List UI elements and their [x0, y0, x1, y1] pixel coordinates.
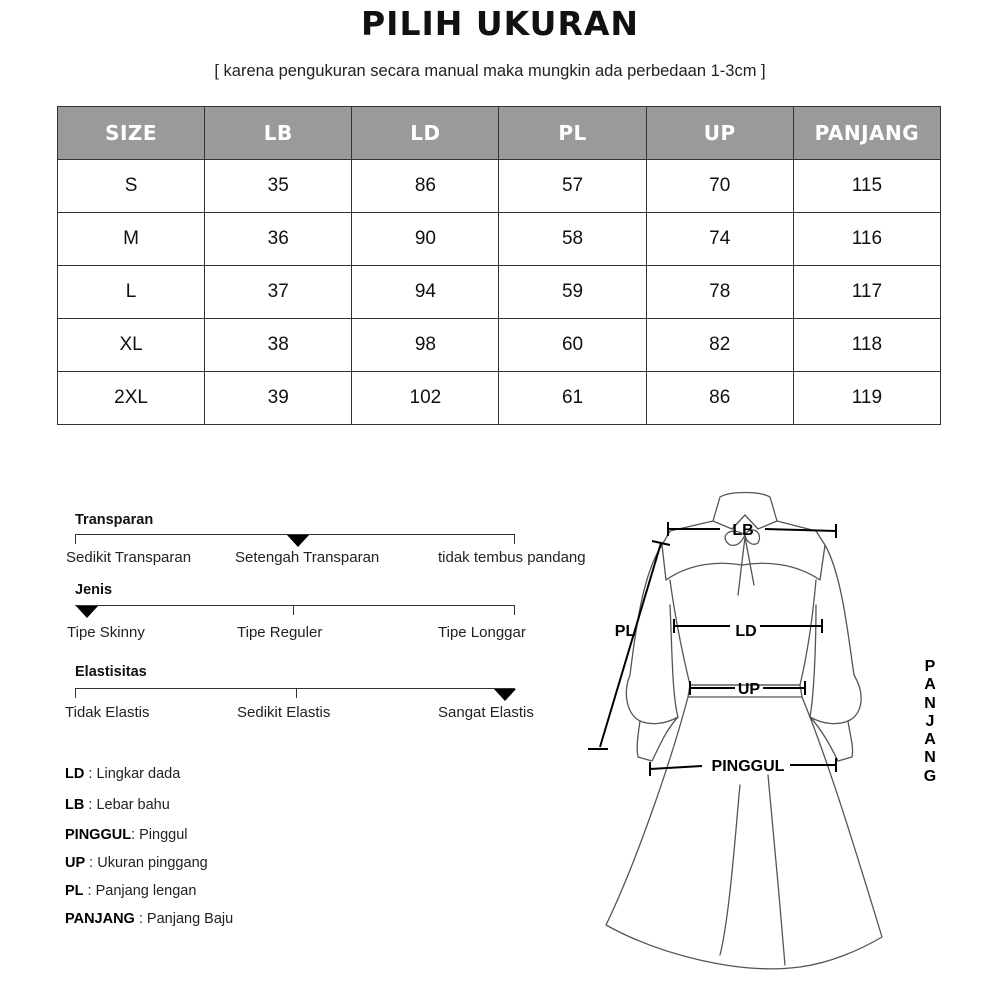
column-header-panjang: PANJANG [793, 107, 940, 160]
label-ld: LD [735, 623, 757, 640]
legend-abbr: LD [65, 766, 85, 782]
table-cell: 70 [646, 160, 793, 213]
scale-option: Sedikit Elastis [237, 704, 331, 721]
table-cell: 98 [352, 319, 499, 372]
table-cell: 118 [793, 319, 940, 372]
scale-line-elastisitas [75, 688, 515, 689]
legend-item-panjang [65, 911, 233, 927]
legend-item-lb [65, 797, 170, 813]
dress-measurement-diagram [580, 485, 890, 985]
scale-option: Tipe Longgar [438, 624, 526, 641]
scale-line-jenis [75, 605, 515, 606]
table-cell: 74 [646, 213, 793, 266]
label-panjang-letter: N [924, 694, 936, 712]
scale-title-jenis: Jenis [75, 582, 113, 598]
scale-title-elastisitas: Elastisitas [75, 664, 147, 680]
table-cell: 35 [205, 160, 352, 213]
label-lb: LB [732, 522, 754, 539]
table-cell: S [58, 160, 205, 213]
table-cell: 117 [793, 266, 940, 319]
scale-marker-jenis [76, 606, 98, 618]
table-header-row [58, 107, 941, 160]
scale-option-selected: Setengah Transparan [235, 549, 380, 566]
scale-tick [293, 605, 294, 615]
scale-option-selected: Tipe Skinny [67, 624, 145, 641]
column-header-size: SIZE [58, 107, 205, 160]
scale-tick [296, 688, 297, 698]
table-cell: 115 [793, 160, 940, 213]
legend-item-up [65, 855, 208, 871]
page-title: PILIH UKURAN [360, 4, 640, 43]
scale-option: Tidak Elastis [65, 704, 150, 721]
legend-desc: Panjang Baju [146, 911, 234, 927]
legend-item-pl [65, 883, 196, 899]
legend-sep: : [83, 883, 96, 899]
table-cell: L [58, 266, 205, 319]
table-cell: 38 [205, 319, 352, 372]
table-cell: 82 [646, 319, 793, 372]
scale-tick [75, 688, 76, 698]
label-pl: PL [614, 623, 636, 640]
size-table [57, 106, 941, 425]
legend-abbr: UP [65, 855, 86, 871]
scale-option: Tipe Reguler [237, 624, 323, 641]
scale-marker-transparan [287, 535, 309, 547]
label-pinggul: PINGGUL [711, 758, 785, 775]
column-header-pl: PL [499, 107, 646, 160]
table-cell: 58 [499, 213, 646, 266]
legend-abbr: PANJANG [65, 911, 135, 927]
legend-sep: : [134, 911, 147, 927]
scale-title-transparan: Transparan [75, 512, 154, 528]
table-cell: 39 [205, 372, 352, 425]
table-cell: 78 [646, 266, 793, 319]
legend-item-ld [65, 766, 180, 782]
legend-sep: : [85, 855, 98, 871]
scale-tick [514, 534, 515, 544]
scale-option-selected: Sangat Elastis [438, 704, 534, 721]
label-up: UP [737, 681, 761, 698]
table-cell: 60 [499, 319, 646, 372]
table-cell: XL [58, 319, 205, 372]
label-panjang-letter: A [924, 676, 936, 694]
table-row [58, 160, 941, 213]
legend-sep: : [84, 766, 97, 782]
scale-option: Sedikit Transparan [66, 549, 192, 566]
table-cell: 37 [205, 266, 352, 319]
legend-desc: Ukuran pinggang [97, 855, 208, 871]
table-row [58, 213, 941, 266]
scale-option: tidak tembus pandang [438, 549, 586, 566]
label-panjang-letter: J [925, 712, 935, 730]
legend-abbr: PINGGUL [65, 827, 132, 843]
legend-desc: Pinggul [139, 827, 188, 843]
legend-sep: : [84, 797, 97, 813]
table-cell: 86 [646, 372, 793, 425]
table-cell: 86 [352, 160, 499, 213]
legend-abbr: LB [65, 797, 85, 813]
label-panjang-letter: P [924, 658, 936, 675]
table-cell: 119 [793, 372, 940, 425]
table-row [58, 266, 941, 319]
column-header-lb: LB [205, 107, 352, 160]
legend-item-pinggul [65, 827, 188, 843]
legend-desc: Panjang lengan [95, 883, 197, 899]
measurement-lines [588, 505, 890, 947]
table-cell: 59 [499, 266, 646, 319]
table-cell: 116 [793, 213, 940, 266]
label-panjang-vertical [922, 658, 938, 786]
table-cell: 2XL [58, 372, 205, 425]
label-panjang-letter: G [923, 767, 937, 785]
scale-marker-elastisitas [494, 689, 516, 701]
label-panjang-letter: N [924, 749, 936, 767]
column-header-up: UP [646, 107, 793, 160]
legend-desc: Lingkar dada [96, 766, 181, 782]
table-cell: 90 [352, 213, 499, 266]
legend-abbr: PL [65, 883, 84, 899]
table-cell: 36 [205, 213, 352, 266]
table-cell: M [58, 213, 205, 266]
scale-tick [514, 605, 515, 615]
legend-desc: Lebar bahu [96, 797, 170, 813]
scale-tick [75, 534, 76, 544]
table-cell: 57 [499, 160, 646, 213]
table-row [58, 372, 941, 425]
legend-sep: : [131, 827, 140, 843]
table-row [58, 319, 941, 372]
measurement-note: [ karena pengukuran secara manual maka mungkin ada perbedaan 1-3cm ] [214, 62, 766, 80]
table-cell: 102 [352, 372, 499, 425]
label-panjang-letter: A [924, 731, 936, 749]
table-cell: 61 [499, 372, 646, 425]
dress-outline [606, 493, 882, 969]
table-cell: 94 [352, 266, 499, 319]
column-header-ld: LD [352, 107, 499, 160]
